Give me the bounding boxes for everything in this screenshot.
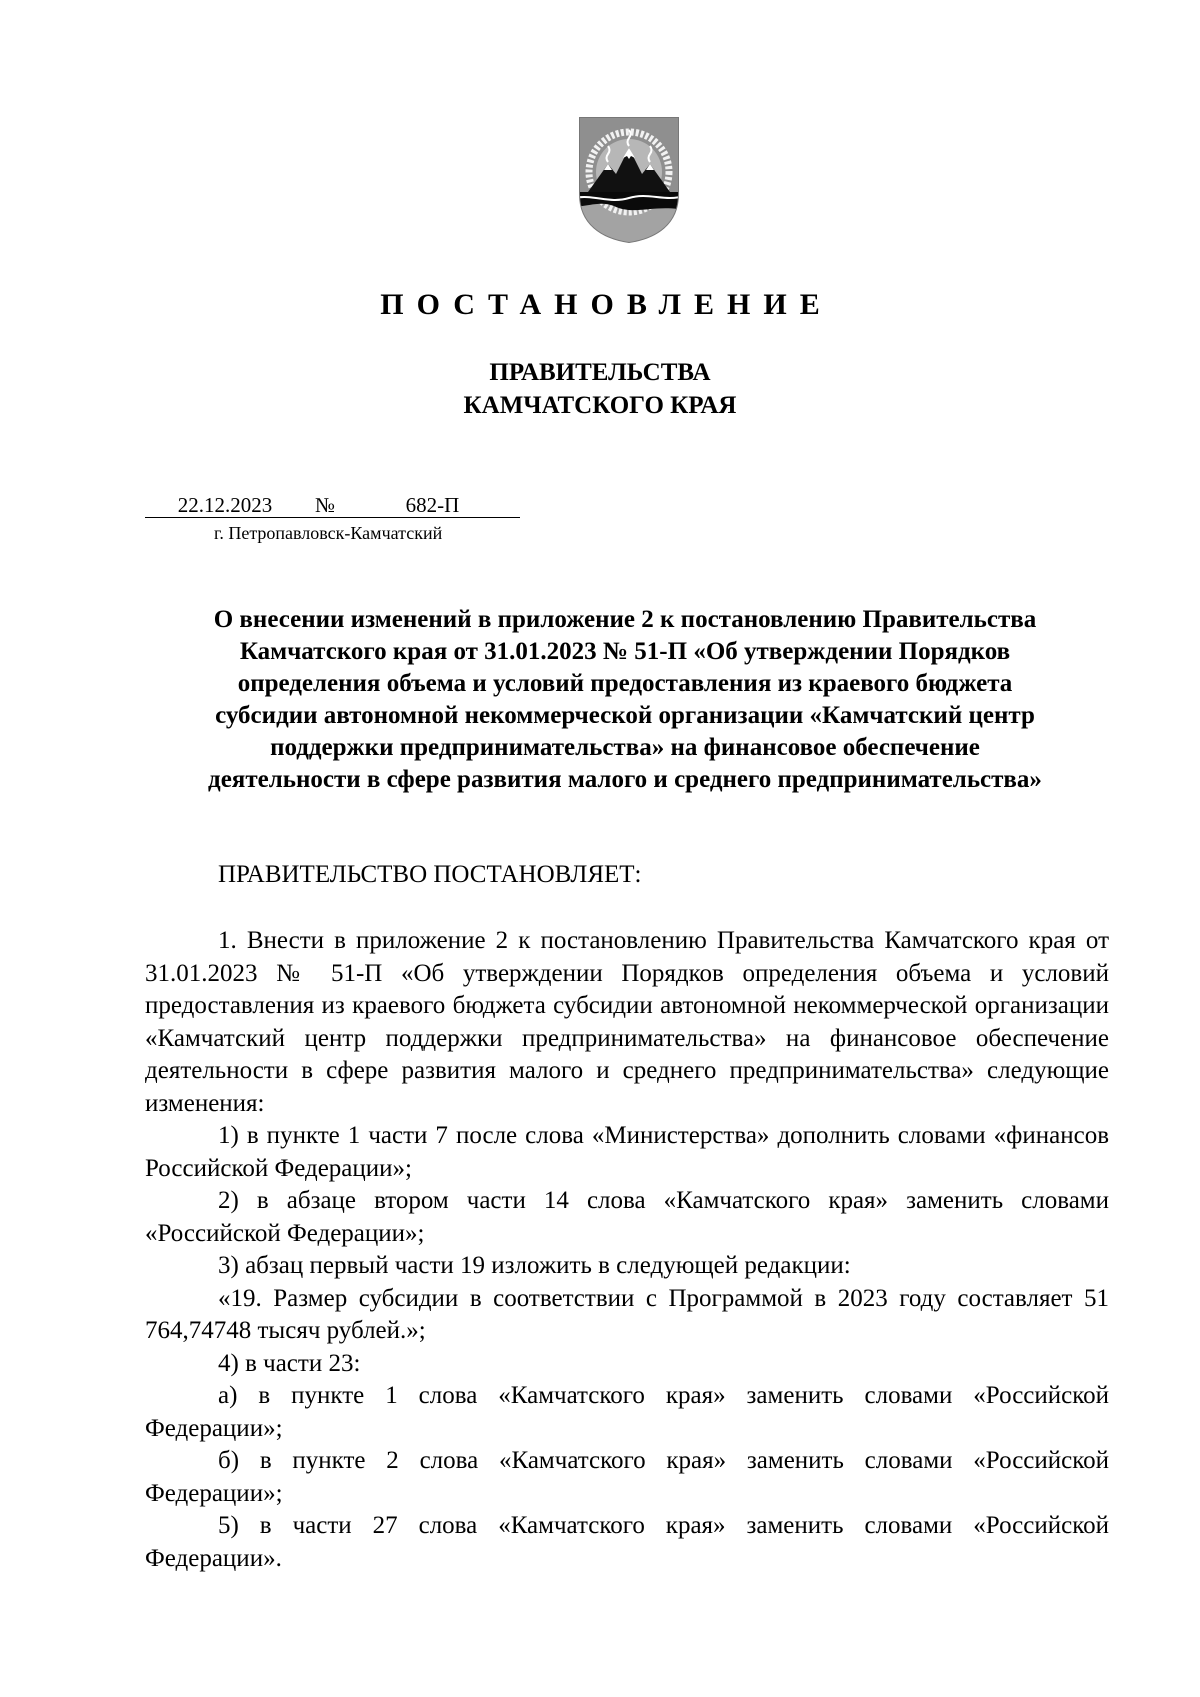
paragraph: 1) в пункте 1 части 7 после слова «Министерства» дополнить словами «финансов Российской Федерации»;	[145, 1122, 1109, 1182]
decree-statement: ПРАВИТЕЛЬСТВО ПОСТАНОВЛЯЕТ:	[218, 861, 642, 888]
number-sign: №	[305, 493, 345, 518]
title-line: деятельности в сфере развития малого и среднего предпринимательства»	[208, 766, 1042, 793]
title-line: поддержки предпринимательства» на финансовое обеспечение	[270, 734, 980, 761]
title-line: Камчатского края от 31.01.2023 № 51-П «Об утверждении Порядков	[239, 638, 1011, 665]
issuing-authority	[0, 356, 1200, 422]
paragraph: 5) в части 27 слова «Камчатского края» заменить словами «Российской Федерации».	[145, 1512, 1109, 1572]
paragraph: 4) в части 23:	[218, 1349, 361, 1377]
paragraph: 2) в абзаце втором части 14 слова «Камчатского края» заменить словами «Российской Федерации»;	[145, 1187, 1109, 1247]
document-type-heading: ПОСТАНОВЛЕНИЕ	[380, 288, 833, 321]
title-line: определения объема и условий предоставления из краевого бюджета	[237, 670, 1013, 697]
authority-line-1: ПРАВИТЕЛЬСТВА	[489, 359, 711, 386]
document-title	[145, 604, 1105, 796]
paragraph: 1. Внести в приложение 2 к постановлению Правительства Камчатского края от 31.01.2023 № 51-П «Об утверждении Порядков определения объема и условий предоставления из краевого бюджета субсидии автономной некоммерческой организации «Камчатский центр поддержки предпринимательства» на финансовое обеспечение деятельности в сфере развития малого и среднего предпринимательства» следующие изменения:	[145, 927, 1109, 1117]
paragraph: а) в пункте 1 слова «Камчатского края» заменить словами «Российской Федерации»;	[145, 1382, 1109, 1442]
coat-of-arms-icon	[574, 112, 684, 244]
paragraph: б) в пункте 2 слова «Камчатского края» заменить словами «Российской Федерации»;	[145, 1447, 1109, 1507]
paragraph: 3) абзац первый части 19 изложить в следующей редакции:	[218, 1252, 851, 1279]
authority-line-2: КАМЧАТСКОГО КРАЯ	[463, 392, 737, 419]
document-date: 22.12.2023	[145, 493, 305, 518]
title-line: О внесении изменений в приложение 2 к постановлению Правительства	[213, 606, 1037, 633]
city-of-issue: г. Петропавловск-Камчатский	[214, 523, 443, 543]
paragraph: «19. Размер субсидии в соответствии с Программой в 2023 году составляет 51 764,74748 тысяч рублей.»;	[145, 1284, 1109, 1344]
document-number: 682-П	[345, 493, 520, 518]
title-line: субсидии автономной некоммерческой организации «Камчатский центр	[215, 702, 1035, 729]
registration-line	[145, 493, 520, 518]
document-body	[145, 925, 1109, 1575]
